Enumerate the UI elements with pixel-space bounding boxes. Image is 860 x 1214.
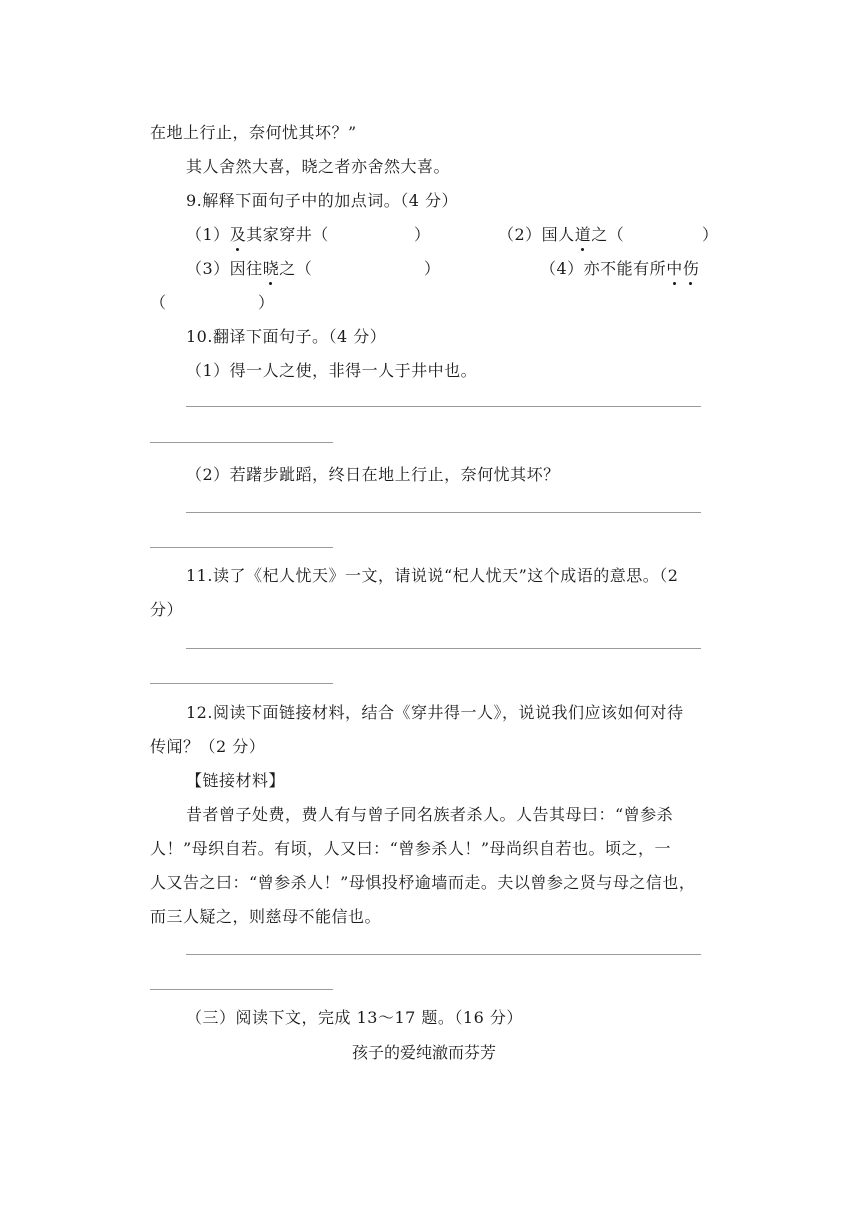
q9-stem: 9.解释下面句子中的加点词。（4 分）: [186, 191, 459, 210]
q9-item-3-dotted-word: 晓: [262, 259, 280, 278]
material-line-2: 人！”母织自若。有顷，人又曰：“曾参杀人！”母尚织自若也。顷之，一: [150, 839, 672, 858]
q9-item-2-close: ）: [702, 225, 719, 244]
q10-stem: 10.翻译下面句子。（4 分）: [186, 327, 387, 346]
q9-item-1-prefix: （1）: [186, 225, 230, 244]
material-line-4: 而三人疑之，则慈母不能信也。: [150, 907, 382, 926]
answer-line[interactable]: [150, 989, 333, 990]
q11-stem-line-1: 11.读了《杞人忧天》一文，请说说“杞人忧天”这个成语的意思。（2: [186, 566, 679, 585]
article-title: 孩子的爱纯澈而芬芳: [352, 1043, 497, 1062]
q9-item-4: [540, 259, 699, 279]
q9-item-4-dotted-word-1: 中: [666, 259, 683, 278]
material-line-1: 昔者曾子处费，费人有与曾子同名族者杀人。人告其母曰：“曾参杀: [186, 805, 674, 824]
q10-item-2: （2）若躇步跐蹈，终日在地上行止，奈何忧其坏？: [186, 465, 560, 484]
answer-line[interactable]: [186, 512, 701, 513]
q10-item-1: （1）得一人之使，非得一人于井中也。: [186, 361, 478, 380]
answer-line[interactable]: [150, 683, 333, 684]
answer-line[interactable]: [150, 547, 333, 548]
q9-item-3-close: ）: [424, 259, 441, 278]
q9-item-1: [186, 225, 329, 245]
q9-item-4-open: （: [150, 293, 167, 312]
answer-line[interactable]: [186, 406, 701, 407]
material-label: 【链接材料】: [186, 771, 286, 790]
q9-item-1-text: 其家穿井（: [246, 225, 329, 244]
q9-item-2: [498, 225, 624, 245]
answer-line[interactable]: [150, 442, 333, 443]
q9-item-4-dotted-word-2: 伤: [682, 259, 700, 278]
q9-item-4-prefix: （4）亦不能有所: [540, 259, 667, 278]
q9-item-3-text: 之（: [279, 259, 313, 278]
q9-item-3-prefix: （3）因往: [186, 259, 263, 278]
answer-line[interactable]: [186, 954, 701, 955]
q11-stem-line-2: 分）: [150, 600, 184, 619]
passage-line-1: 在地上行止，奈何忧其坏？”: [150, 123, 357, 142]
q9-item-4-close: ）: [258, 293, 275, 312]
q9-item-2-prefix: （2）国人: [498, 225, 575, 244]
material-line-3: 人又告之曰：“曾参杀人！”母惧投杼逾墙而走。夫以曾参之贤与母之信也，: [150, 873, 696, 892]
section-3-heading: （三）阅读下文，完成 13～17 题。（16 分）: [186, 1008, 523, 1027]
passage-line-2: 其人舍然大喜，晓之者亦舍然大喜。: [186, 157, 451, 176]
q9-item-1-dotted-word: 及: [229, 225, 247, 244]
q12-stem-line-2: 传闻？（2 分）: [150, 737, 266, 756]
q9-item-3: [186, 259, 312, 279]
q9-item-2-dotted-word: 道: [574, 225, 592, 244]
q12-stem-line-1: 12.阅读下面链接材料，结合《穿井得一人》，说说我们应该如何对待: [186, 703, 684, 722]
q9-item-2-text: 之（: [591, 225, 625, 244]
q9-item-1-close: ）: [414, 225, 431, 244]
answer-line[interactable]: [186, 648, 701, 649]
